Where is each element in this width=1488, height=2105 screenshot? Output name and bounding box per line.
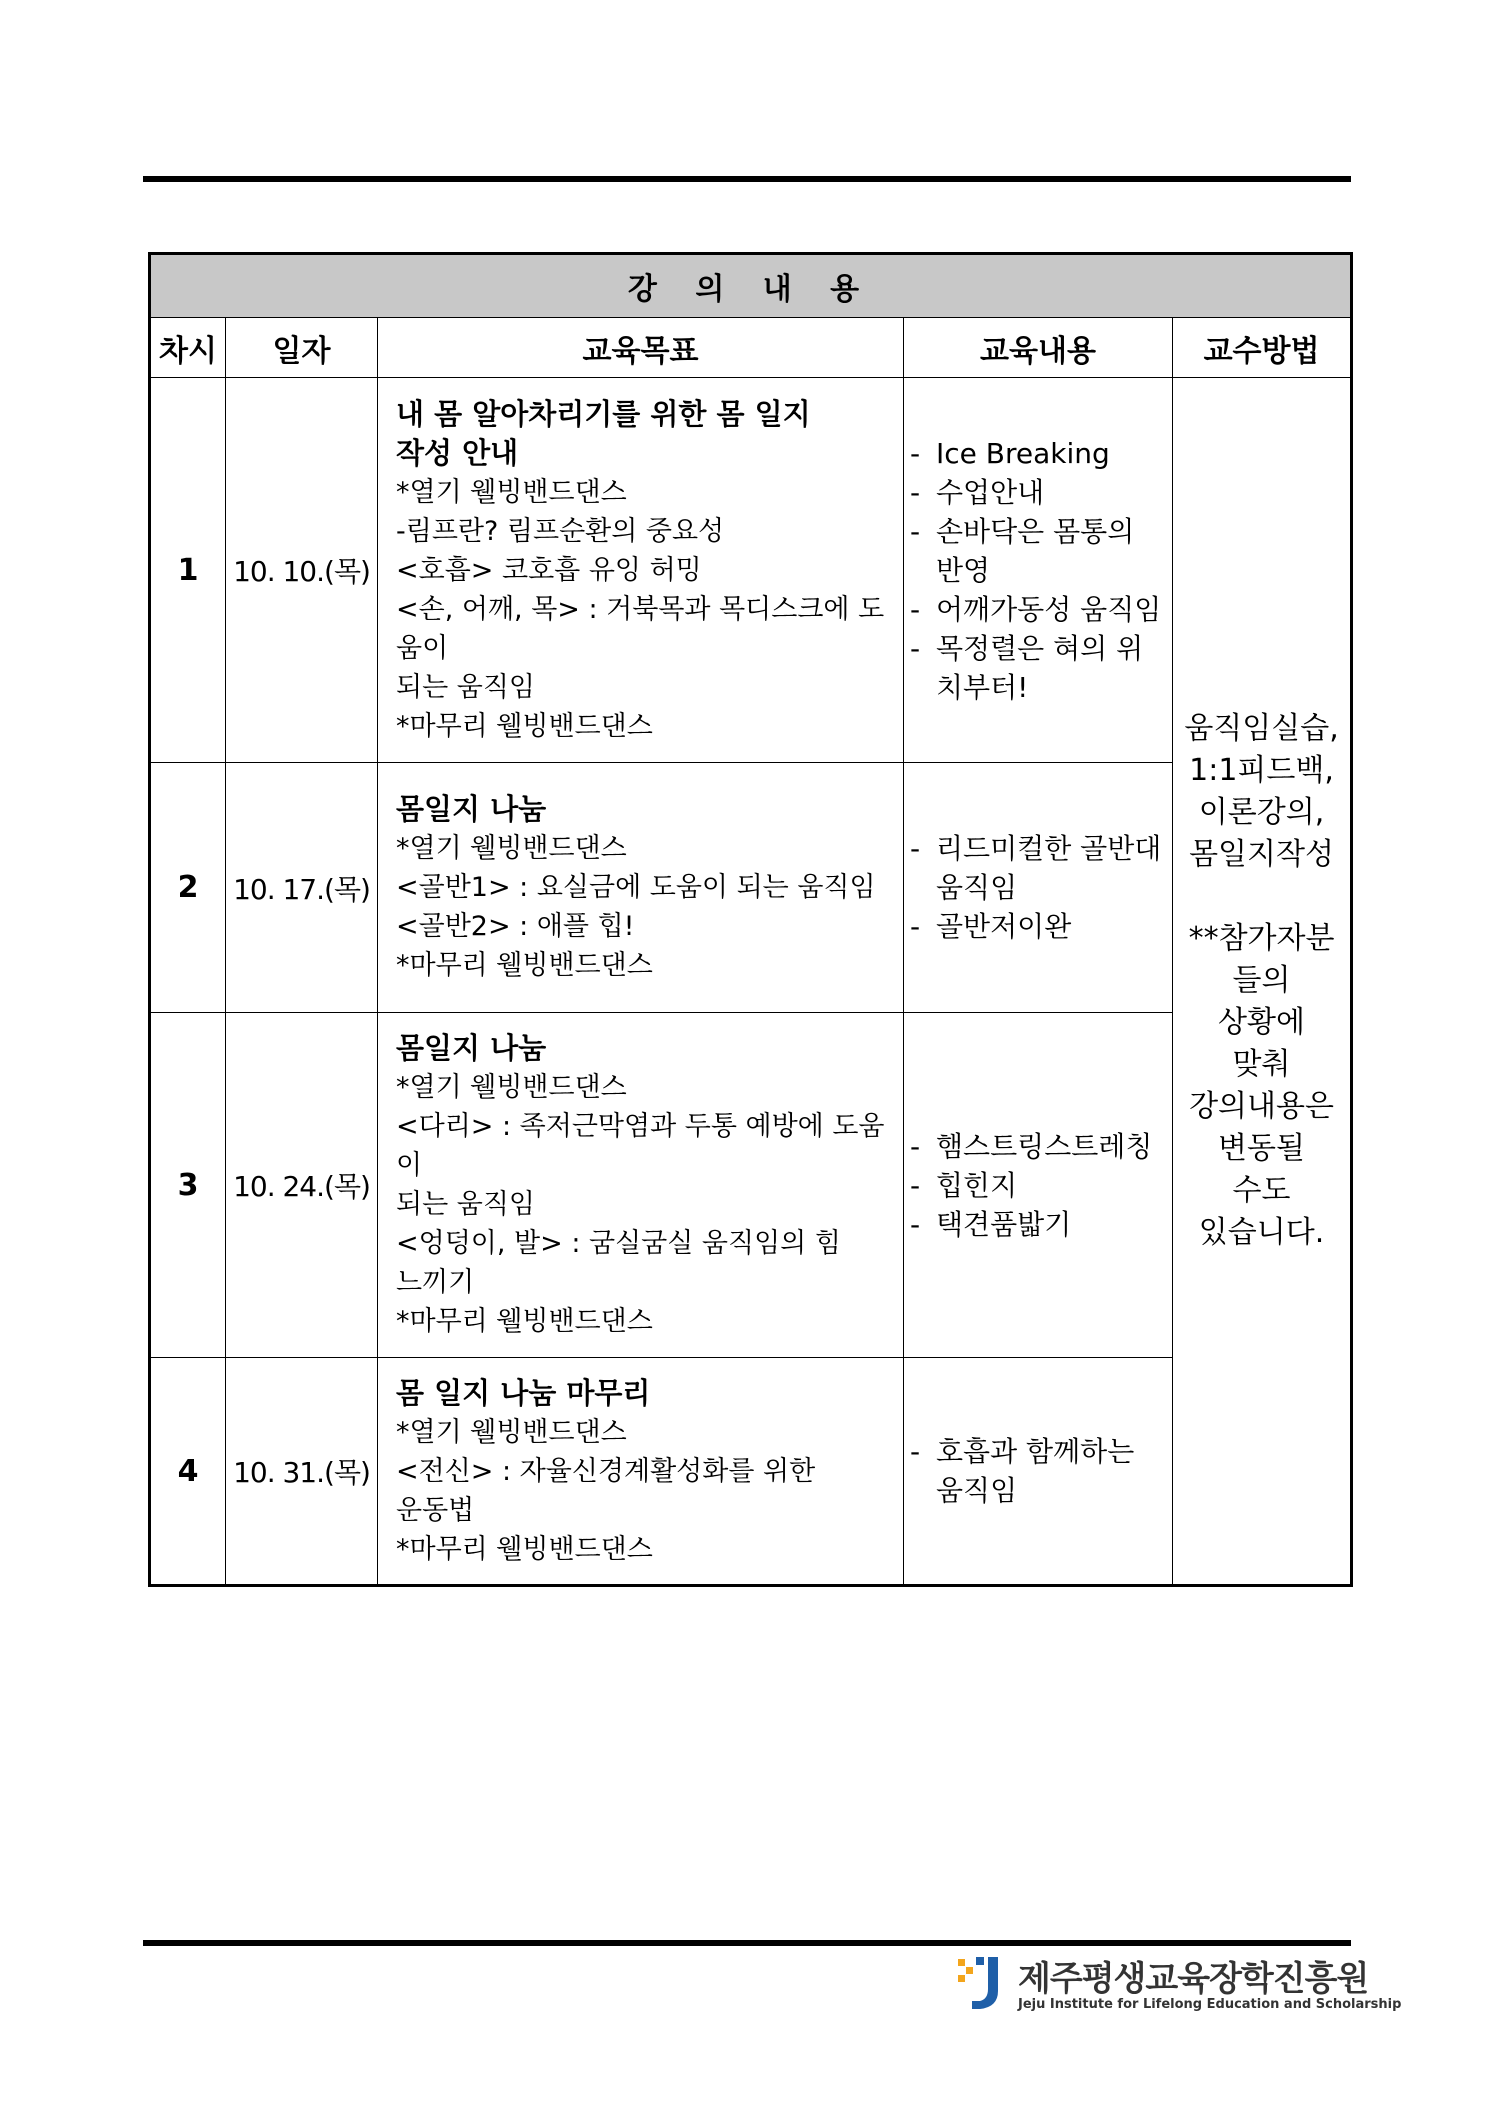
header-session: 차시 <box>150 318 226 378</box>
goal-line: *마무리 웰빙밴드댄스 <box>396 710 653 742</box>
goal-line: *마무리 웰빙밴드댄스 <box>396 1306 653 1337</box>
content-item: - 호흡과 함께하는 움직임 <box>910 1435 1135 1507</box>
session-goal <box>378 1013 904 1358</box>
table-row <box>150 1358 1352 1586</box>
session-goal <box>378 378 904 763</box>
goal-line: <골반1> : 요실금에 도움이 되는 움직임 <box>396 872 876 903</box>
header-method: 교수방법 <box>1173 318 1352 378</box>
goal-line: *열기 웰빙밴드댄스 <box>396 1072 627 1103</box>
session-content <box>904 763 1173 1013</box>
method-line: 움직임실습, <box>1184 711 1339 746</box>
method-line: 맞춰 <box>1232 1047 1291 1082</box>
goal-line: *마무리 웰빙밴드댄스 <box>396 1533 653 1565</box>
content-item: - Ice Breaking <box>910 436 1110 470</box>
org-name-english: Jeju Institute for Lifelong Education and Scholarship <box>1018 1997 1402 2012</box>
content-item: - 목정렬은 혀의 위치부터! <box>910 631 1144 704</box>
goal-line: *마무리 웰빙밴드댄스 <box>396 950 653 981</box>
goal-line: 되는 움직임 <box>396 671 535 703</box>
goal-line: <전신> : 자율신경계활성화를 위한 <box>396 1455 816 1487</box>
content-item: - 손바닥은 몸통의 반영 <box>910 514 1135 587</box>
table-title: 강 의 내 용 <box>150 254 1352 318</box>
method-spacer <box>1173 876 1350 918</box>
method-line: 들의 <box>1232 963 1291 998</box>
goal-title-line: 몸일지 나눔 <box>396 792 547 826</box>
content-item: - 택견품밟기 <box>910 1207 1072 1241</box>
session-date: 10. 24.(목) <box>226 1013 378 1358</box>
session-date: 10. 10.(목) <box>226 378 378 763</box>
top-divider <box>143 176 1351 182</box>
content-item: - 리드미컬한 골반대 움직임 <box>910 832 1162 904</box>
session-content <box>904 378 1173 763</box>
org-name: 제주평생교육장학진흥원 <box>1018 1959 1369 1999</box>
session-date: 10. 17.(목) <box>226 763 378 1013</box>
goal-line: <골반2> : 애플 힙! <box>396 911 635 942</box>
session-goal <box>378 763 904 1013</box>
goal-line: 운동법 <box>396 1494 475 1526</box>
session-number: 2 <box>150 763 226 1013</box>
goal-line: *열기 웰빙밴드댄스 <box>396 476 627 508</box>
goal-title-line: 몸일지 나눔 <box>396 1031 547 1065</box>
lecture-schedule-table <box>148 252 1353 1587</box>
method-line: 수도 <box>1232 1173 1291 1208</box>
goal-title-line: 작성 안내 <box>396 435 519 470</box>
session-number: 3 <box>150 1013 226 1358</box>
bottom-divider <box>143 1940 1351 1946</box>
table-row <box>150 763 1352 1013</box>
content-item: - 어깨가동성 움직임 <box>910 592 1162 626</box>
method-line: 몸일지작성 <box>1189 837 1334 872</box>
session-content <box>904 1358 1173 1586</box>
session-number: 4 <box>150 1358 226 1586</box>
method-line: 변동될 <box>1218 1131 1305 1166</box>
goal-line: -림프란? 림프순환의 중요성 <box>396 515 725 547</box>
goal-line: *열기 웰빙밴드댄스 <box>396 1416 627 1448</box>
jeju-institute-logo-icon <box>952 1955 1012 2011</box>
session-number: 1 <box>150 378 226 763</box>
method-line: 이론강의, <box>1198 795 1325 830</box>
header-content: 교육내용 <box>904 318 1173 378</box>
goal-line: 되는 움직임 <box>396 1189 535 1220</box>
goal-line: <손, 어깨, 목> : 거북목과 목디스크에 도움이 <box>396 593 885 664</box>
header-date: 일자 <box>226 318 378 378</box>
goal-line: <호흡> 코호흡 유잉 허밍 <box>396 554 702 586</box>
session-goal <box>378 1358 904 1586</box>
method-line: 있습니다. <box>1198 1215 1325 1250</box>
header-goal: 교육목표 <box>378 318 904 378</box>
content-item: - 수업안내 <box>910 475 1045 509</box>
table-row <box>150 378 1352 763</box>
method-line: **참가자분 <box>1188 921 1335 956</box>
goal-line: <다리> : 족저근막염과 두통 예방에 도움이 <box>396 1111 885 1181</box>
session-date: 10. 31.(목) <box>226 1358 378 1586</box>
goal-line: *열기 웰빙밴드댄스 <box>396 833 627 864</box>
content-item: - 힙힌지 <box>910 1168 1018 1202</box>
method-line: 1:1피드백, <box>1189 753 1334 788</box>
session-content <box>904 1013 1173 1358</box>
goal-title-line: 내 몸 알아차리기를 위한 몸 일지 <box>396 396 811 431</box>
content-item: - 골반저이완 <box>910 910 1072 943</box>
goal-line: 느끼기 <box>396 1267 475 1298</box>
goal-title-line: 몸 일지 나눔 마무리 <box>396 1375 651 1410</box>
goal-line: <엉덩이, 발> : 굼실굼실 움직임의 힘 <box>396 1228 841 1259</box>
method-line: 상황에 <box>1218 1005 1305 1040</box>
footer-brand <box>952 1947 1402 2017</box>
teaching-method <box>1173 378 1352 1586</box>
table-row <box>150 1013 1352 1358</box>
content-item: - 햄스트링스트레칭 <box>910 1129 1153 1163</box>
method-line: 강의내용은 <box>1189 1089 1334 1124</box>
